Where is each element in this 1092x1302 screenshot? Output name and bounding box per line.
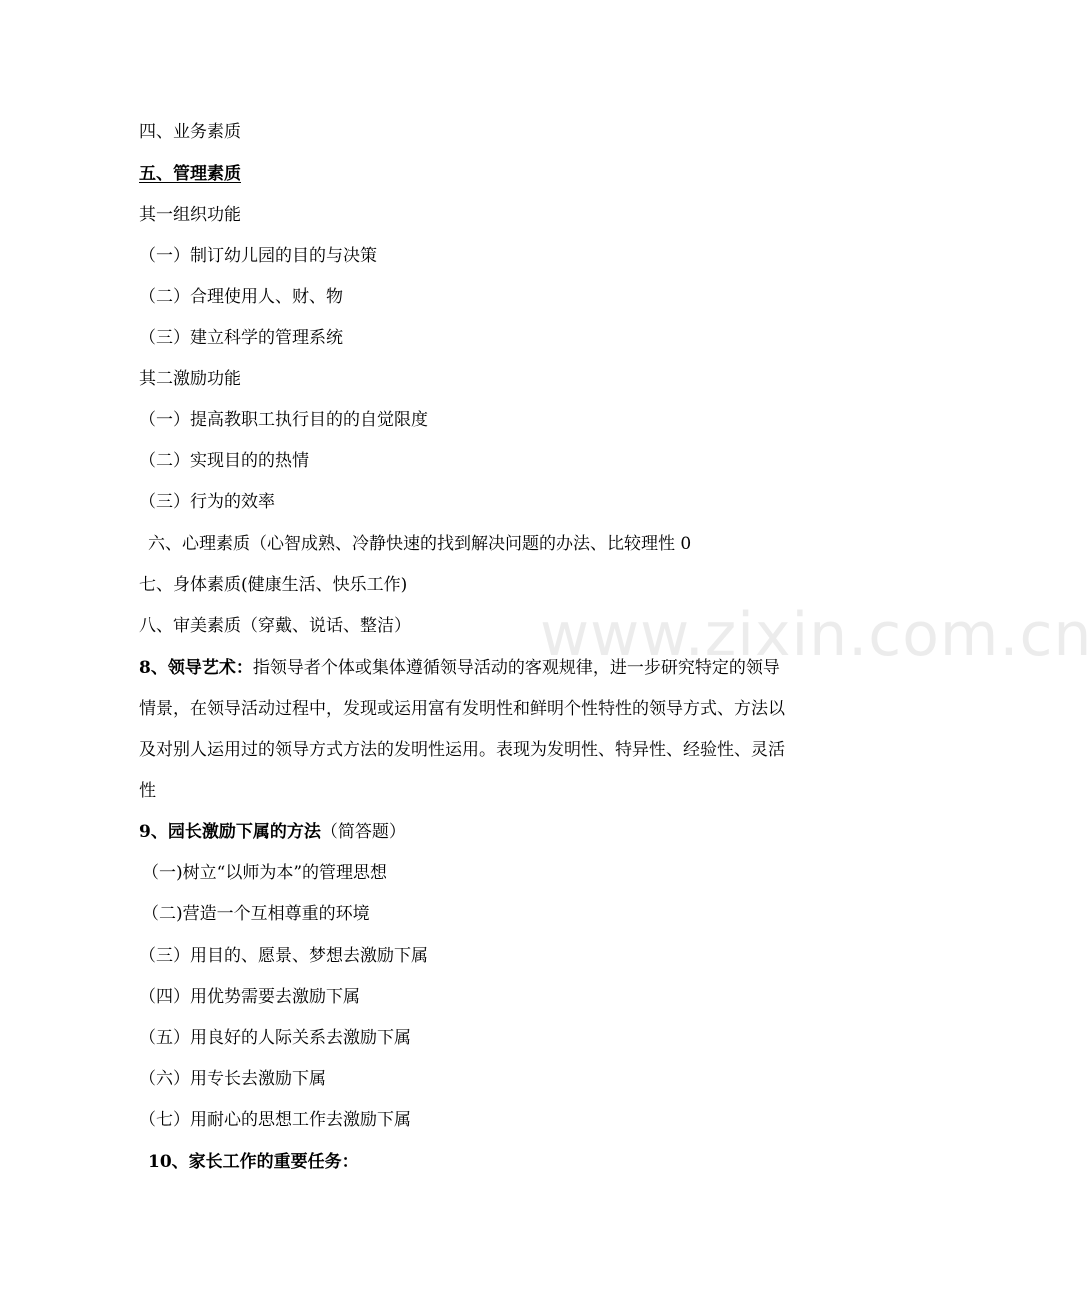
line-org-item-3: （三）建立科学的管理系统: [139, 328, 343, 348]
list-item: （三）用目的、愿景、梦想去激励下属: [139, 946, 428, 966]
line-psychological-quality: 六、心理素质（心智成熟、冷静快速的找到解决问题的办法、比较理性 0: [148, 534, 692, 554]
line-org-item-2: （二）合理使用人、财、物: [139, 287, 343, 307]
list-item: （七）用耐心的思想工作去激励下属: [139, 1110, 411, 1130]
list-item: （一)树立“以师为本”的管理思想: [142, 863, 388, 883]
section10-heading: 10、家长工作的重要任务：: [148, 1152, 359, 1172]
section9-heading-line: [139, 820, 406, 844]
section9-note: （简答题）: [320, 822, 406, 842]
line-business-quality: 四、业务素质: [139, 122, 241, 142]
list-item: （二)营造一个互相尊重的环境: [142, 904, 370, 924]
list-item: （六）用专长去激励下属: [139, 1069, 326, 1089]
line-aesthetic-quality: 八、审美素质（穿戴、说话、整洁）: [139, 616, 411, 636]
watermark: www.zixin.com.cn: [540, 600, 1092, 670]
line-organization-function: 其一组织功能: [139, 205, 241, 225]
list-item: （四）用优势需要去激励下属: [139, 987, 360, 1007]
list-item: （五）用良好的人际关系去激励下属: [139, 1028, 411, 1048]
line-mot-item-1: （一）提高教职工执行目的的自觉限度: [139, 410, 428, 430]
line-mot-item-2: （二）实现目的的热情: [139, 451, 309, 471]
line-motivation-function: 其二激励功能: [139, 369, 241, 389]
line-mot-item-3: （三）行为的效率: [139, 492, 275, 512]
line-org-item-1: （一）制订幼儿园的目的与决策: [139, 246, 377, 266]
section9-heading: 9、园长激励下属的方法: [139, 822, 321, 842]
paragraph-leadership-art: [139, 648, 789, 812]
leadership-heading: 8、领导艺术：: [139, 658, 253, 678]
line-physical-quality: 七、身体素质(健康生活、快乐工作): [139, 575, 408, 595]
leadership-body: 指领导者个体或集体遵循领导活动的客观规律，进一步研究特定的领导情景，在领导活动过程中，发现或运用富有发明性和鲜明个性特性的领导方式、方法以及对别人运用过的领导方式方法的发明性运用。表现为发明性、特异性、经验性、灵活性: [139, 658, 785, 801]
heading-management-quality: 五、管理素质: [139, 164, 241, 184]
